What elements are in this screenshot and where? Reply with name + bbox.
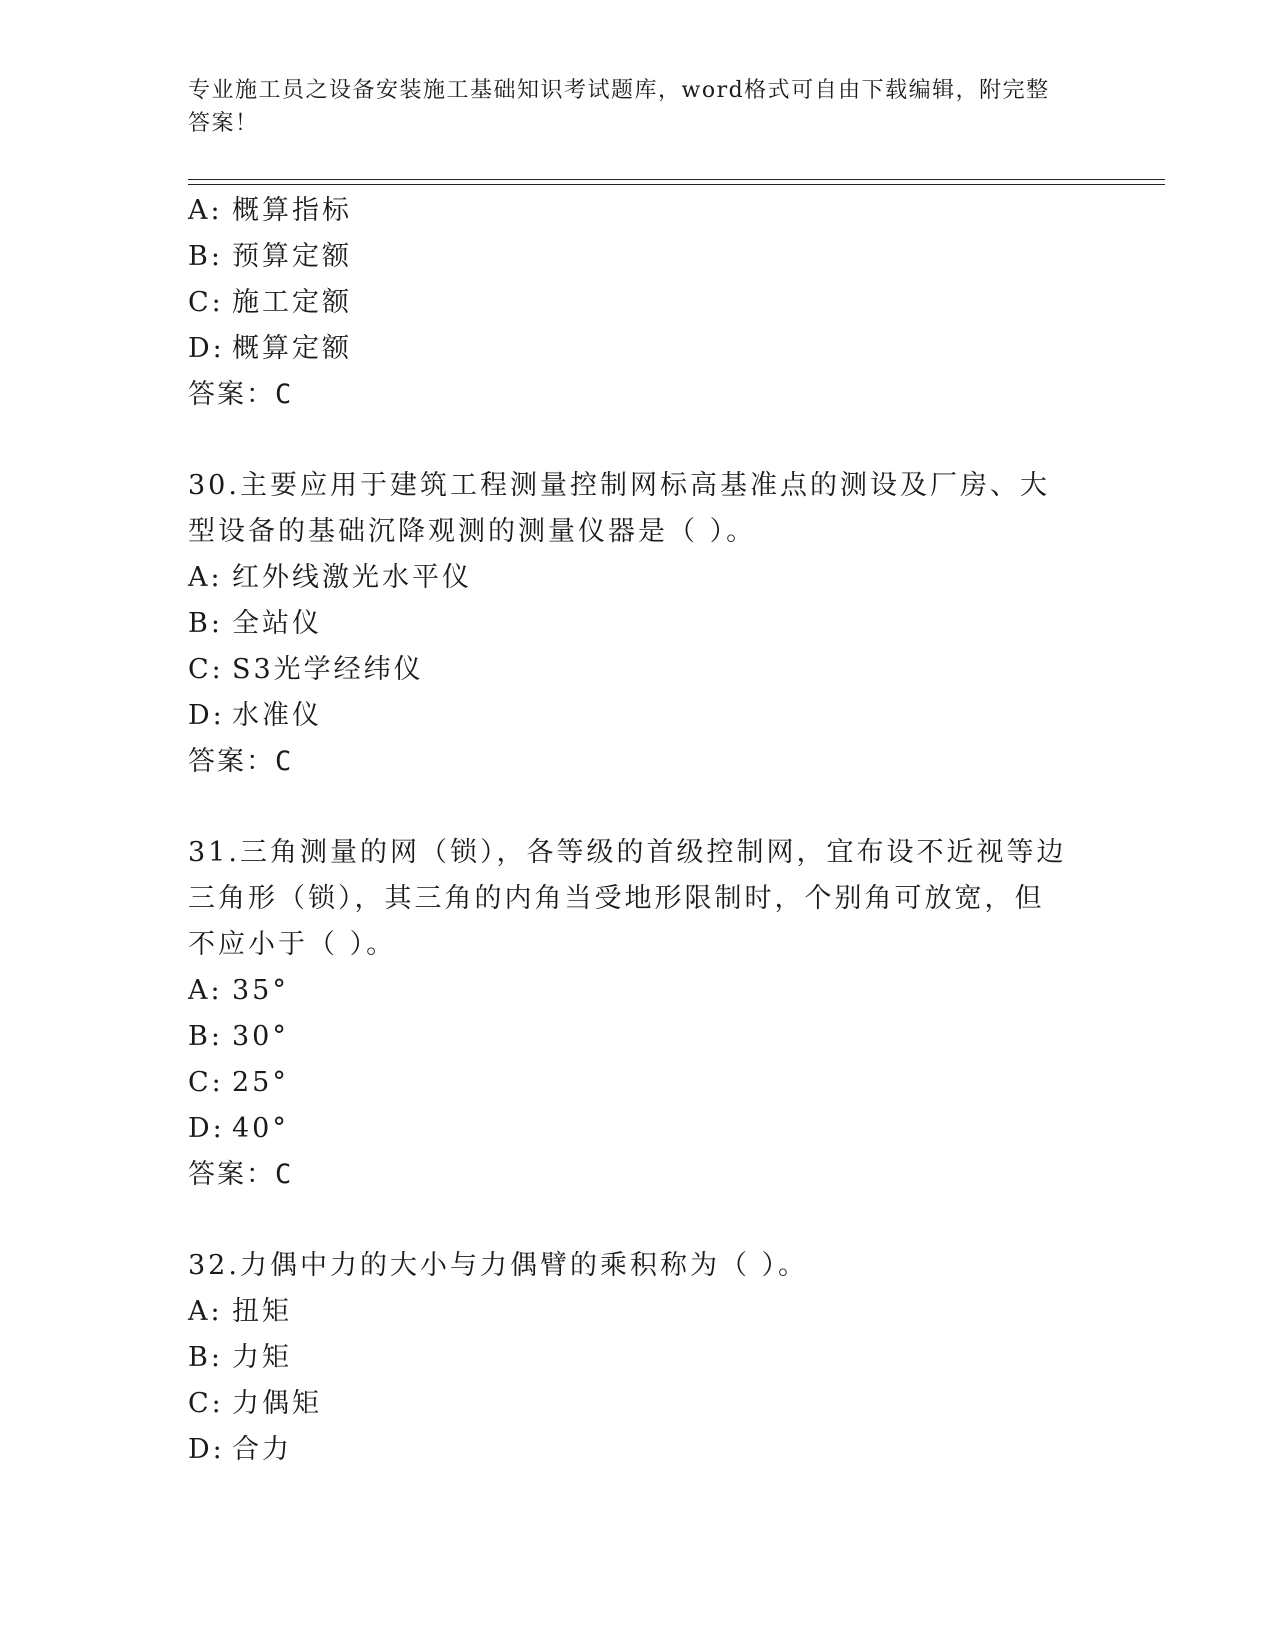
question-block [188,463,1088,785]
option-c [188,280,1088,326]
option-text: 水准仪 [232,700,322,731]
option-label: B: [188,1021,223,1052]
option-text: 40° [232,1113,289,1144]
question-stem: 31.三角测量的网（锁），各等级的首级控制网，宜布设不近视等边三角形（锁），其三角的内角当受地形限制时，个别角可放宽，但不应小于（ ）。 [188,837,1067,960]
header-divider [188,179,1165,185]
option-c [188,647,1088,693]
answer-label: 答案： [188,379,275,410]
option-label: A: [188,1296,223,1327]
answer-line [188,739,1088,785]
option-a [188,188,1088,234]
option-c [188,1060,1088,1106]
option-text: 力矩 [232,1342,292,1373]
option-label: B: [188,608,223,639]
option-d [188,326,1088,372]
option-text: 预算定额 [232,241,352,272]
option-label: D: [188,700,225,731]
option-label: D: [188,333,225,364]
option-d [188,1106,1088,1152]
option-d [188,1427,1088,1473]
document-title: 专业施工员之设备安装施工基础知识考试题库，word格式可自由下载编辑，附完整答案！ [188,78,1050,136]
question-content [188,188,1088,1473]
option-label: B: [188,241,223,272]
option-a [188,968,1088,1014]
option-d [188,693,1088,739]
option-label: A: [188,975,223,1006]
answer-value: C [275,1159,294,1190]
answer-label: 答案： [188,1159,275,1190]
option-text: 概算指标 [232,195,352,226]
option-text: 合力 [232,1434,292,1465]
option-c [188,1381,1088,1427]
answer-value: C [275,746,294,777]
option-b [188,234,1088,280]
option-text: 力偶矩 [232,1388,322,1419]
answer-value: C [275,379,294,410]
question-block [188,830,1088,1198]
answer-line [188,372,1088,418]
spacer [188,785,1088,830]
option-text: 35° [232,975,289,1006]
option-a [188,555,1088,601]
option-label: C: [188,654,224,685]
option-label: A: [188,562,223,593]
option-text: 概算定额 [232,333,352,364]
question-block [188,1243,1088,1473]
option-text: 25° [232,1067,289,1098]
option-label: C: [188,1388,224,1419]
option-label: C: [188,1067,224,1098]
option-label: C: [188,287,224,318]
question-stem: 32.力偶中力的大小与力偶臂的乘积称为（ ）。 [188,1250,809,1281]
option-b [188,1014,1088,1060]
option-text: 30° [232,1021,289,1052]
option-b [188,601,1088,647]
spacer [188,1198,1088,1243]
page-header [188,74,1068,140]
option-label: A: [188,195,223,226]
option-label: B: [188,1342,223,1373]
option-label: D: [188,1434,225,1465]
option-text: 红外线激光水平仪 [232,562,472,593]
leading-question-block [188,188,1088,418]
option-text: 扭矩 [232,1296,292,1327]
option-a [188,1289,1088,1335]
question-stem: 30.主要应用于建筑工程测量控制网标高基准点的测设及厂房、大型设备的基础沉降观测的测量仪器是（ ）。 [188,470,1050,547]
option-b [188,1335,1088,1381]
answer-label: 答案： [188,746,275,777]
answer-line [188,1152,1088,1198]
option-text: 全站仪 [232,608,322,639]
spacer [188,418,1088,463]
option-text: 施工定额 [232,287,352,318]
option-label: D: [188,1113,225,1144]
option-text: S3光学经纬仪 [232,654,424,685]
